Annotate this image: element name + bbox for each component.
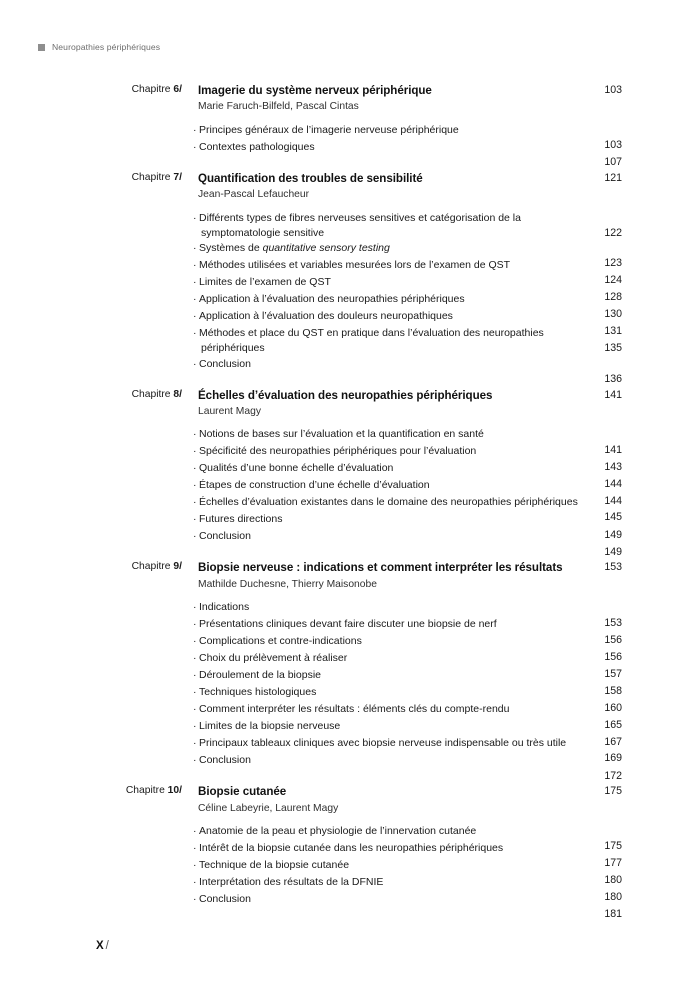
chapter-label-prefix: Chapitre: [131, 84, 171, 95]
toc-entry-page-number: 124: [604, 274, 622, 287]
chapter-authors: Laurent Magy: [198, 406, 261, 418]
toc-entry-page-number: 165: [604, 718, 622, 731]
toc-entry-text-plain: Présentations cliniques devant faire discuter une biopsie de nerf: [199, 618, 497, 631]
folio: [96, 940, 109, 952]
toc-entry[interactable]: [0, 753, 700, 782]
chapter-label: [62, 785, 182, 796]
toc-entry-text: [193, 736, 588, 751]
toc-entry-text-plain: Systèmes de: [199, 242, 263, 255]
chapter-title[interactable]: Quantification des troubles de sensibilité: [198, 171, 423, 185]
toc-entry-text: [193, 651, 588, 666]
bullet-icon: ·: [193, 496, 197, 509]
toc-entry-text-plain: Futures directions: [199, 513, 283, 526]
bullet-icon: ·: [193, 276, 197, 289]
chapter-block: [0, 785, 700, 921]
chapter-entry-list: [0, 600, 700, 782]
chapter-block: [0, 561, 700, 782]
bullet-icon: ·: [193, 259, 197, 272]
toc-entry-page-number: 128: [604, 291, 622, 304]
toc-entry-text: [193, 600, 588, 615]
chapter-authors: Marie Faruch-Bilfeld, Pascal Cintas: [198, 101, 359, 113]
toc-entry-text: [193, 495, 588, 510]
running-head: [38, 42, 160, 52]
toc-entry[interactable]: [0, 140, 700, 169]
toc-entry-text: [193, 634, 588, 649]
bullet-icon: ·: [193, 720, 197, 733]
toc-entry-text-plain: Intérêt de la biopsie cutanée dans les neuropathies périphériques: [199, 842, 504, 855]
toc-entry-text: [193, 258, 588, 273]
toc-entry-text-plain: Méthodes utilisées et variables mesurées lors de l’examen de QST: [199, 259, 511, 272]
toc-entry[interactable]: [0, 357, 700, 385]
chapter-label-number: 8/: [173, 388, 182, 400]
toc-entry-page-number: 156: [604, 650, 622, 663]
chapter-entry-list: [0, 427, 700, 558]
chapter-authors: Céline Labeyrie, Laurent Magy: [198, 802, 339, 814]
toc-entry-text: [193, 241, 588, 256]
chapter-title[interactable]: Imagerie du système nerveux périphérique: [198, 84, 432, 97]
toc-entry-page-number: 144: [604, 477, 622, 490]
chapter-heading: [0, 389, 700, 403]
toc-entry-text: [193, 444, 588, 459]
chapter-block: [0, 388, 700, 558]
chapter-label-number: 10/: [167, 785, 182, 797]
bullet-icon: ·: [193, 618, 197, 631]
chapter-page-number: 175: [604, 785, 622, 798]
toc-entry-page-number: 136: [604, 372, 622, 385]
chapter-title[interactable]: Biopsie cutanée: [198, 785, 287, 799]
bullet-icon: ·: [193, 428, 197, 441]
toc-entry-text-plain: Contextes pathologiques: [199, 140, 315, 153]
toc-entry-text-plain: Échelles d’évaluation existantes dans le domaine des neuropathies périphériques: [199, 496, 578, 509]
toc-entry-text-plain: Comment interpréter les résultats : éléments clés du compte-rendu: [199, 703, 510, 716]
chapter-label-number: 7/: [173, 171, 182, 183]
chapter-heading: [0, 785, 700, 799]
toc-entry-page-number: 169: [604, 752, 622, 765]
toc-entry-text: [193, 892, 588, 907]
toc-entry-text: [193, 140, 588, 155]
toc-entry-text-plain: Conclusion: [199, 357, 251, 370]
toc-entry-text-plain: Conclusion: [199, 530, 251, 543]
bullet-icon: ·: [193, 530, 197, 543]
toc-entry-text-plain: Choix du prélèvement à réaliser: [199, 652, 348, 665]
toc-entry-page-number: 175: [604, 840, 622, 853]
bullet-icon: ·: [193, 893, 197, 906]
toc-entry-text-plain: Limites de la biopsie nerveuse: [199, 720, 341, 733]
toc-entry-text: [193, 326, 588, 356]
toc-entry-text: [193, 719, 588, 734]
bullet-icon: ·: [193, 479, 197, 492]
toc-entry-page-number: 156: [604, 633, 622, 646]
chapter-label-prefix: Chapitre: [125, 785, 165, 797]
toc-entry-page-number: 141: [604, 443, 622, 456]
square-marker-icon: [38, 44, 45, 51]
running-head-label: Neuropathies périphériques: [52, 42, 161, 52]
bullet-icon: ·: [193, 876, 197, 889]
bullet-icon: ·: [193, 652, 197, 665]
toc-entry-page-number: 123: [604, 257, 622, 270]
bullet-icon: ·: [193, 242, 197, 255]
bullet-icon: ·: [193, 825, 197, 838]
toc-entry-text: [193, 529, 588, 544]
bullet-icon: ·: [193, 462, 197, 475]
bullet-icon: ·: [193, 737, 197, 750]
toc-entry-text: [193, 357, 588, 372]
toc-entry-text-plain: Complications et contre-indications: [199, 635, 362, 648]
bullet-icon: ·: [193, 754, 197, 767]
toc-entry-page-number: 180: [604, 891, 622, 904]
chapter-page-number: 153: [604, 561, 622, 574]
toc-entry-page-number: 160: [604, 701, 622, 714]
chapter-heading: [0, 84, 700, 98]
toc-entry-text-plain: Différents types de fibres nerveuses sensitives et catégorisation de la symptomatologie sensitive: [199, 211, 521, 239]
bullet-icon: ·: [193, 211, 197, 224]
bullet-icon: ·: [193, 859, 197, 872]
toc-entry[interactable]: [0, 529, 700, 558]
chapter-authors: Mathilde Duchesne, Thierry Maisonobe: [198, 578, 377, 590]
chapter-title[interactable]: Biopsie nerveuse : indications et comment interpréter les résultats: [198, 561, 563, 575]
chapter-label: [62, 84, 182, 95]
chapter-block: [0, 171, 700, 385]
chapter-authors: Jean-Pascal Lefaucheur: [198, 189, 310, 201]
bullet-icon: ·: [193, 513, 197, 526]
chapter-label-prefix: Chapitre: [131, 561, 171, 573]
toc-entry[interactable]: [0, 326, 700, 356]
toc-entry-text-plain: Déroulement de la biopsie: [199, 669, 321, 682]
toc-entry-text: [193, 685, 588, 700]
chapter-heading: [0, 172, 700, 186]
toc-entry-text-plain: Méthodes et place du QST en pratique dans l’évaluation des neuropathies périphériques: [199, 327, 544, 355]
toc-entry-text-plain: Indications: [199, 601, 250, 614]
toc-entry-text-plain: Application à l’évaluation des douleurs neuropathiques: [199, 310, 453, 323]
toc-entry-text: [193, 824, 588, 839]
chapter-page-number: 121: [604, 171, 622, 184]
chapter-heading: [0, 561, 700, 575]
toc-entry-page-number: 149: [604, 528, 622, 541]
toc-entry-text-plain: Étapes de construction d’une échelle d’évaluation: [199, 479, 430, 492]
toc-entry[interactable]: [0, 309, 700, 338]
chapter-label-prefix: Chapitre: [131, 171, 171, 183]
toc-entry-text-plain: Principaux tableaux cliniques avec biopsie nerveuse indispensable ou très utile: [199, 737, 567, 750]
toc-entry-page-number: 143: [604, 460, 622, 473]
toc-entry-text-plain: Principes généraux de l’imagerie nerveuse périphérique: [199, 123, 459, 136]
toc-entry-text: [193, 668, 588, 683]
chapter-entry-list: [0, 824, 700, 921]
toc-entry-text: [193, 211, 588, 241]
toc-entry-page-number: 157: [604, 667, 622, 680]
chapter-label-number: 9/: [173, 561, 182, 573]
bullet-icon: ·: [193, 601, 197, 614]
table-of-contents: [0, 84, 700, 921]
chapter-label-prefix: Chapitre: [131, 388, 171, 400]
bullet-icon: ·: [193, 669, 197, 682]
toc-entry-text: [193, 512, 588, 527]
toc-entry-text-plain: Conclusion: [199, 754, 251, 767]
bullet-icon: ·: [193, 842, 197, 855]
toc-entry-page-number: 181: [604, 908, 622, 921]
chapter-label: [62, 561, 182, 572]
toc-entry-text: [193, 123, 588, 138]
toc-entry-text: [193, 275, 588, 290]
bullet-icon: ·: [193, 357, 197, 370]
toc-entry-page-number: 177: [604, 857, 622, 870]
chapter-label: [62, 172, 182, 183]
chapter-label-number: 6/: [173, 84, 182, 95]
toc-entry-page-number: 130: [604, 308, 622, 321]
toc-entry-text-plain: Interprétation des résultats de la DFNIE: [199, 876, 384, 889]
toc-entry-text: [193, 292, 588, 307]
toc-entry-text-plain: Qualités d’une bonne échelle d’évaluation: [199, 462, 394, 475]
chapter-entry-list: [0, 123, 700, 169]
bullet-icon: ·: [193, 140, 197, 153]
toc-entry-text: [193, 461, 588, 476]
toc-entry-page-number: 122: [604, 226, 622, 239]
toc-entry-text-plain: Techniques histologiques: [199, 686, 317, 699]
folio-page-number: X: [96, 940, 104, 952]
toc-entry-text-italic: quantitative sensory testing: [262, 242, 390, 255]
toc-entry-page-number: 103: [604, 139, 622, 152]
toc-entry-text: [193, 427, 588, 442]
toc-entry-page-number: 135: [604, 342, 622, 355]
chapter-title[interactable]: Échelles d’évaluation des neuropathies périphériques: [198, 388, 493, 402]
chapter-label: [62, 389, 182, 400]
chapter-entry-list: [0, 211, 700, 385]
toc-entry-text: [193, 753, 588, 768]
toc-entry-text: [193, 858, 588, 873]
bullet-icon: ·: [193, 635, 197, 648]
toc-entry-page-number: 149: [604, 545, 622, 558]
bullet-icon: ·: [193, 327, 197, 340]
chapter-block: [0, 84, 700, 169]
toc-entry-text-plain: Technique de la biopsie cutanée: [199, 859, 350, 872]
toc-entry-page-number: 107: [604, 156, 622, 169]
toc-entry[interactable]: [0, 211, 700, 241]
toc-entry-text-plain: Spécificité des neuropathies périphériques pour l’évaluation: [199, 445, 477, 458]
toc-entry-text: [193, 617, 588, 632]
toc-entry-text: [193, 702, 588, 717]
bullet-icon: ·: [193, 445, 197, 458]
toc-entry-page-number: 145: [604, 511, 622, 524]
toc-entry-text-plain: Notions de bases sur l’évaluation et la quantification en santé: [199, 428, 484, 441]
toc-entry-page-number: 131: [604, 325, 622, 338]
toc-entry-text-plain: Anatomie de la peau et physiologie de l’innervation cutanée: [199, 825, 477, 838]
toc-entry-text: [193, 478, 588, 493]
toc-entry-page-number: 153: [604, 616, 622, 629]
chapter-page-number: 103: [604, 84, 622, 96]
chapter-page-number: 141: [604, 388, 622, 401]
toc-entry-text-plain: Limites de l’examen de QST: [199, 276, 331, 289]
toc-entry-page-number: 158: [604, 684, 622, 697]
toc-entry-page-number: 167: [604, 735, 622, 748]
toc-entry-text: [193, 309, 588, 324]
bullet-icon: ·: [193, 123, 197, 136]
toc-entry-page-number: 172: [604, 769, 622, 782]
toc-entry-text: [193, 875, 588, 890]
bullet-icon: ·: [193, 686, 197, 699]
toc-entry-text-plain: Application à l’évaluation des neuropathies périphériques: [199, 293, 465, 306]
toc-entry[interactable]: [0, 892, 700, 921]
toc-entry-page-number: 180: [604, 874, 622, 887]
toc-entry-text-plain: Conclusion: [199, 893, 251, 906]
bullet-icon: ·: [193, 703, 197, 716]
bullet-icon: ·: [193, 293, 197, 306]
toc-entry-text: [193, 841, 588, 856]
toc-entry-page-number: 144: [604, 494, 622, 507]
folio-separator: /: [105, 940, 109, 952]
bullet-icon: ·: [193, 310, 197, 323]
